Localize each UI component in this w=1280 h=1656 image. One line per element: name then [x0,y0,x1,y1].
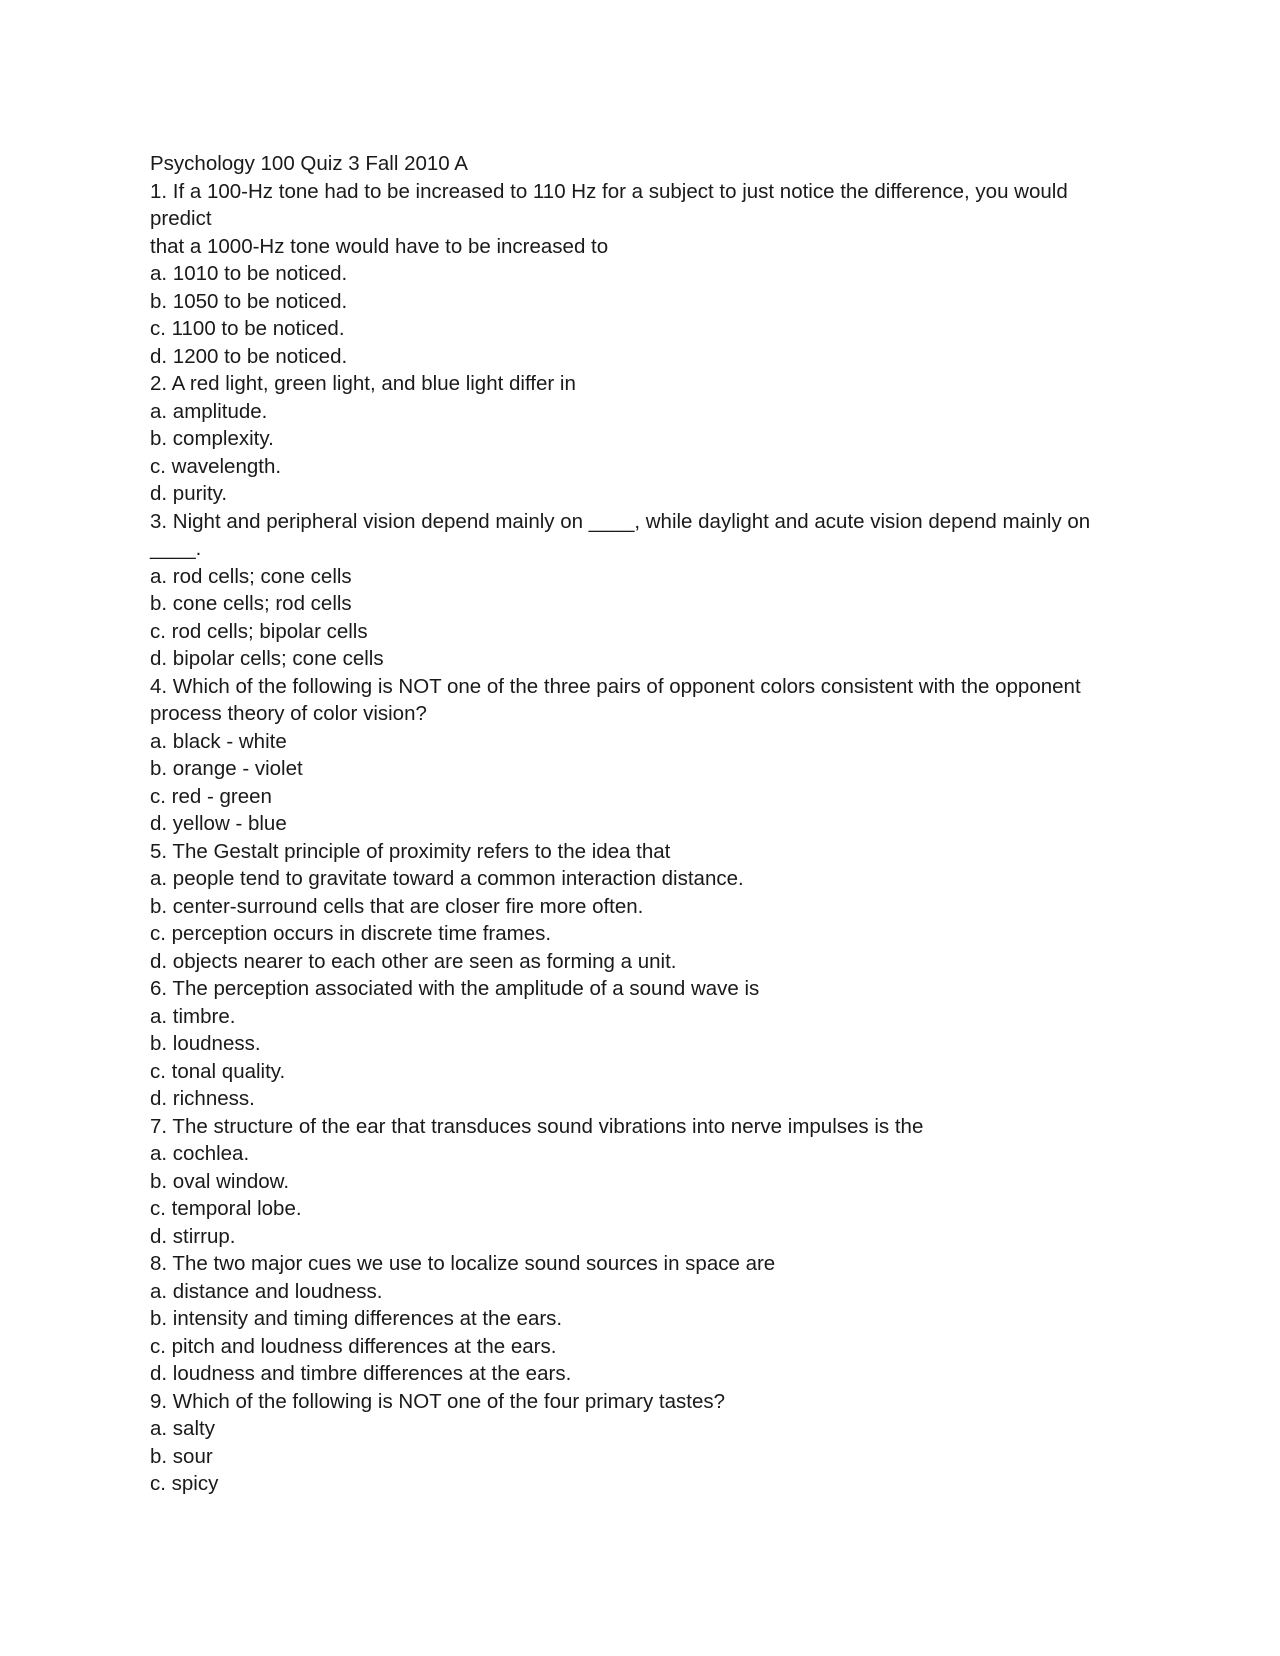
question-3-text: 3. Night and peripheral vision depend mainly on ____, while daylight and acute vision depend mainly on [150,509,1091,533]
question-9-text: 9. Which of the following is NOT one of the four primary tastes? [150,1389,726,1413]
question-5-text: 5. The Gestalt principle of proximity refers to the idea that [150,839,671,863]
question-9-option-b: b. sour [150,1444,213,1468]
question-2-option-b: b. complexity. [150,427,274,450]
question-3-option-b: b. cone cells; rod cells [150,592,352,615]
question-1-option-b: b. 1050 to be noticed. [150,289,348,313]
question-8-option-b: b. intensity and timing differences at the ears. [150,1307,563,1330]
question-6-option-b: b. loudness. [150,1032,261,1055]
quiz-title: Psychology 100 Quiz 3 Fall 2010 A [150,152,468,175]
question-3-option-c: c. rod cells; bipolar cells [150,619,368,643]
question-3-option-d: d. bipolar cells; cone cells [150,647,384,670]
question-2-option-c: c. wavelength. [150,454,282,478]
question-7-option-d: d. stirrup. [150,1224,236,1248]
question-5-option-b: b. center-surround cells that are closer fire more often. [150,894,644,918]
question-5-option-d: d. objects nearer to each other are seen as forming a unit. [150,949,677,973]
question-2-text: 2. A red light, green light, and blue light differ in [150,372,576,395]
question-1-option-a: a. 1010 to be noticed. [150,262,348,285]
question-7-text: 7. The structure of the ear that transduces sound vibrations into nerve impulses is the [150,1114,924,1138]
document-page [150,150,1110,1498]
question-7-option-a: a. cochlea. [150,1142,250,1165]
question-1-option-d: d. 1200 to be noticed. [150,344,348,368]
question-6-option-d: d. richness. [150,1087,255,1110]
question-4-option-a: a. black - white [150,729,287,753]
question-1-text-cont: that a 1000-Hz tone would have to be increased to [150,234,609,258]
question-6-text: 6. The perception associated with the amplitude of a sound wave is [150,977,760,1000]
question-5-option-a: a. people tend to gravitate toward a common interaction distance. [150,867,744,890]
question-7-option-b: b. oval window. [150,1169,290,1193]
question-6-option-a: a. timbre. [150,1004,236,1028]
question-4-option-c: c. red - green [150,784,272,808]
question-2-option-d: d. purity. [150,482,228,505]
question-9-option-c: c. spicy [150,1472,219,1495]
question-7-option-c: c. temporal lobe. [150,1197,302,1220]
question-4-text-cont: process theory of color vision? [150,702,427,725]
question-8-text: 8. The two major cues we use to localize sound sources in space are [150,1252,776,1275]
question-6-option-c: c. tonal quality. [150,1059,286,1083]
question-3-option-a: a. rod cells; cone cells [150,564,352,588]
question-8-option-c: c. pitch and loudness differences at the ears. [150,1334,557,1358]
question-5-option-c: c. perception occurs in discrete time frames. [150,922,552,945]
question-8-option-a: a. distance and loudness. [150,1279,383,1303]
question-4-option-b: b. orange - violet [150,757,303,780]
question-4-option-d: d. yellow - blue [150,812,287,835]
question-8-option-d: d. loudness and timbre differences at the ears. [150,1362,572,1385]
question-4-text: 4. Which of the following is NOT one of the three pairs of opponent colors consistent with the opponent [150,674,1081,698]
question-9-option-a: a. salty [150,1417,215,1440]
question-3-text-cont: ____. [150,537,202,560]
question-2-option-a: a. amplitude. [150,399,268,423]
question-1-text: 1. If a 100-Hz tone had to be increased to 110 Hz for a subject to just notice the difference, you would [150,179,1068,203]
question-1-text-cont: predict [150,207,212,230]
question-1-option-c: c. 1100 to be noticed. [150,317,345,340]
